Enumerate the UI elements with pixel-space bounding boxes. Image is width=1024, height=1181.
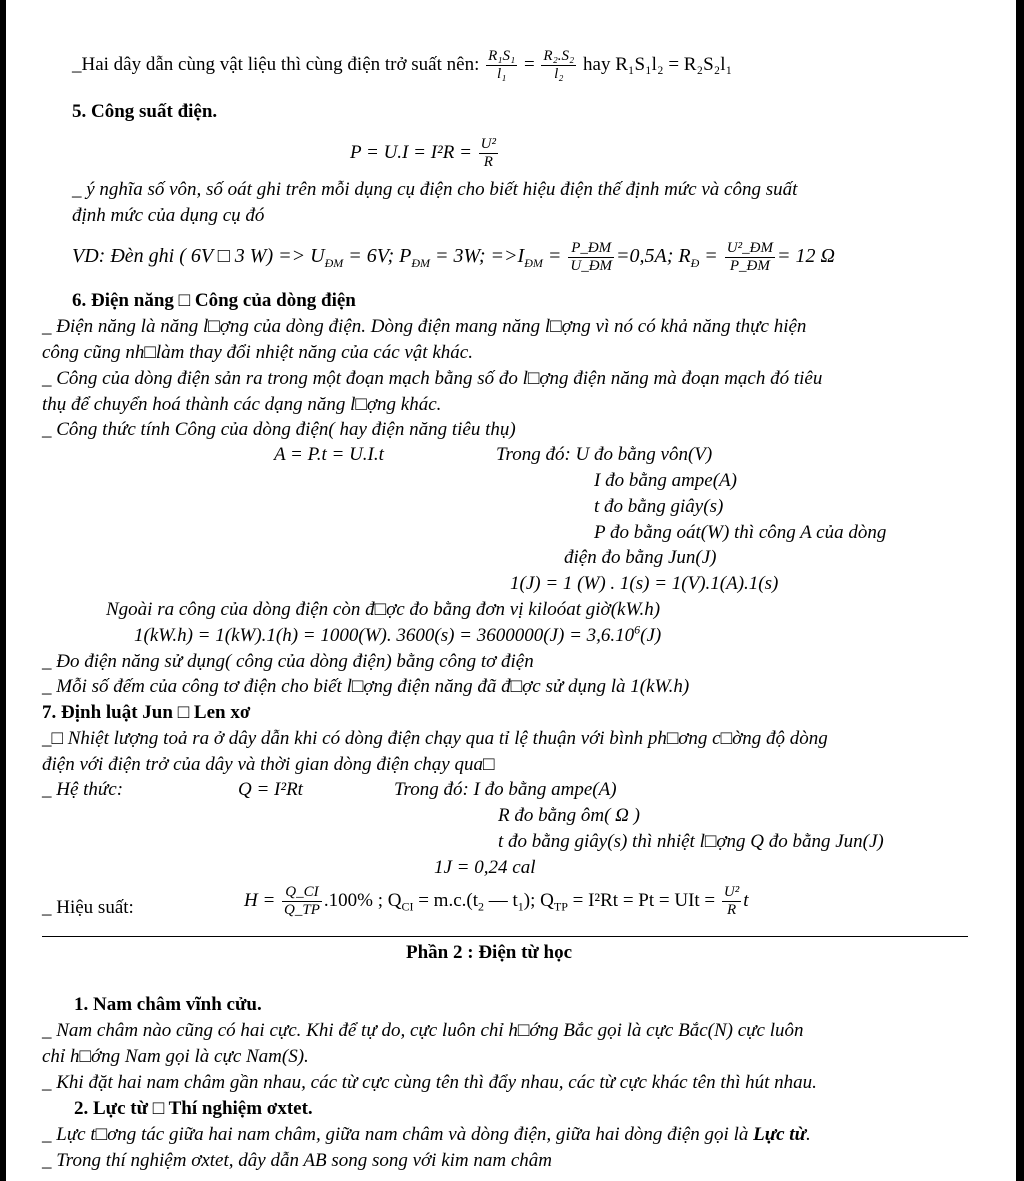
magnet-line-3: _ Khi đặt hai nam châm gần nhau, các từ cực cùng tên thì đẩy nhau, các từ cực khác tên thì hút nhau.	[42, 1072, 817, 1093]
fraction-pdm-udm: $\frac{P\_ĐM}{U\_ĐM}$	[570, 240, 613, 274]
work-where-i: I đo bằng ampe(A)	[594, 470, 737, 491]
fraction-udm2-pdm: $\frac{\text{U²\_ĐM}}{P\_ĐM}$	[726, 240, 773, 274]
energy-line-2: công cũng nh□làm thay đổi nhiệt năng của các vật khác.	[42, 342, 473, 363]
part-2-title: Phần 2 : Điện từ học	[406, 942, 573, 963]
power-formula: P = U.I = I²R = $\frac{\text{U²}}{R}$	[350, 136, 496, 170]
resistance-text: _Hai dây dẫn cùng vật liệu thì cùng điện trở suất nên:	[72, 53, 480, 75]
work-where-t: t đo bằng giây(s)	[594, 496, 724, 517]
calorie-line: 1J = 0,24 cal	[434, 857, 536, 878]
energy-line-3: _ Công của dòng điện sản ra trong một đoạn mạch bằng số đo l□ợng điện năng mà đoạn mạch đó tiêu	[42, 368, 823, 389]
heat-where-t: t đo bằng giây(s) thì nhiệt l□ợng Q đo bằng Jun(J)	[498, 831, 884, 852]
kwh-equation: 1(kW.h) = 1(kW).1(h) = 1000(W). $3600(s) = 3600000(J) = 3,6.10^6(J)$	[134, 622, 662, 646]
resistance-relation-line: _Hai dây dẫn cùng vật liệu thì cùng điện trở suất nên: $\frac{\text{R₁S₁}}{\text{l₁}}$ = $\frac{\text{R₂.S₂}}{\text{l₂}}$ hay R₁S₁l₂ = R₂S₂l₁	[72, 48, 733, 82]
heading-dien-nang: 6. Điện năng □ Công của dòng điện	[72, 290, 356, 311]
heat-where-i: Trong đó: I đo bằng ampe(A)	[394, 779, 617, 800]
energy-line-4: thụ để chuyển hoá thành các dạng năng l□ợng khác.	[42, 394, 442, 415]
force-line-1: _ Lực t□ơng tác giữa hai nam châm, giữa nam châm và dòng điện, giữa hai dòng điện gọi là Lực từ.	[42, 1124, 811, 1145]
fraction-u2-r-eff: $\frac{\text{U²}}{R}$	[723, 884, 740, 918]
fraction-qci-qtp: $\frac{Q\_CI}{Q\_TP}$	[284, 884, 320, 918]
heading-jun-len-xo: 7. Định luật Jun □ Len xơ	[42, 702, 251, 723]
fraction-r2s2-l2: $\frac{\text{R₂.S₂}}{\text{l₂}}$	[543, 48, 575, 82]
relation-label: _ Hệ thức:	[42, 779, 124, 800]
section-divider	[42, 936, 968, 937]
work-where-p: P đo bằng oát(W) thì công A của dòng	[594, 522, 887, 543]
fraction-r1s1-l1: $\frac{\text{R₁S₁}}{\text{l₁}}$	[488, 48, 516, 82]
work-where-u: Trong đó: U đo bằng vôn(V)	[496, 444, 713, 465]
joule-unit-line: 1(J) = 1 (W) . 1(s) = 1(V).1(A).1(s)	[510, 573, 779, 594]
work-formula: A = P.t = U.I.t	[274, 444, 384, 465]
fraction-u2-r: $\frac{\text{U²}}{R}$	[480, 136, 496, 170]
magnet-line-2: chỉ h□ớng Nam gọi là cực Nam(S).	[42, 1046, 309, 1067]
heading-luc-tu: 2. Lực từ □ Thí nghiệm ơxtet.	[74, 1098, 313, 1119]
example-line: VD: Đèn ghi ( 6V □ 3 $W) => U_{ĐM} = 6V$; $P_{ĐM} = 3W$; $=>I_{ĐM}$ = $\frac{P\_ĐM}{U\_ĐM}$ =0,5A; $R_Đ$ = $\frac{\text{U²\_ĐM}}{P\_ĐM}$ = 12 Ω	[72, 240, 835, 274]
efficiency-label: _ Hiệu suất:	[42, 897, 134, 918]
joule-law-line-1: _□ Nhiệt lượng toả ra ở dây dẫn khi có dòng điện chạy qua tỉ lệ thuận với bình ph□ơng c□ờng độ dòng	[42, 728, 828, 749]
magnet-line-1: _ Nam châm nào cũng có hai cực. Khi để tự do, cực luôn chỉ h□ớng Bắc gọi là cực Bắc(N) cực luôn	[42, 1020, 804, 1041]
energy-line-5: _ Công thức tính Công của dòng điện( hay điện năng tiêu thụ)	[42, 419, 516, 440]
energy-line-1: _ Điện năng là năng l□ợng của dòng điện. Dòng điện mang năng l□ợng vì nó có khả năng thực hiện	[42, 316, 807, 337]
heading-nam-cham: 1. Nam châm vĩnh cửu.	[74, 994, 262, 1015]
heat-where-r: R đo bằng ôm( Ω )	[498, 805, 640, 826]
document-page	[6, 0, 1016, 1181]
meaning-line-1: _ ý nghĩa số vôn, số oát ghi trên mỗi dụng cụ điện cho biết hiệu điện thế định mức và công suất	[72, 179, 798, 200]
force-line-2: _ Trong thí nghiệm ơxtet, dây dẫn AB song song với kim nam châm	[42, 1150, 553, 1171]
resistance-tail: hay R₁S₁l₂ = R₂S₂l₁	[583, 53, 733, 75]
heading-cong-suat: 5. Công suất điện.	[72, 101, 218, 122]
meter-line-2: _ Mỗi số đếm của công tơ điện cho biết l□ợng điện năng đã đ□ợc sử dụng là 1(kW.h)	[42, 676, 690, 697]
joule-law-line-2: điện với điện trở của dây và thời gian dòng điện chạy qua□	[42, 754, 495, 775]
kwh-line: Ngoài ra công của dòng điện còn đ□ợc đo bằng đơn vị kiloóat giờ(kW.h)	[106, 599, 661, 620]
work-where-j: điện đo bằng Jun(J)	[564, 547, 717, 568]
heat-formula: Q = I²Rt	[238, 779, 303, 800]
efficiency-formula: H = $\frac{Q\_CI}{Q\_TP}$ .100% ; $Q_{CI} = m.c.(t_2$ — $t_1$); $Q_{TP} = I^2Rt = Pt$ = UIt = $\frac{\text{U²}}{R}$ t	[244, 884, 749, 918]
meaning-line-2: định mức của dụng cụ đó	[72, 205, 265, 226]
meter-line-1: _ Đo điện năng sử dụng( công của dòng điện) bằng công tơ điện	[42, 651, 534, 672]
